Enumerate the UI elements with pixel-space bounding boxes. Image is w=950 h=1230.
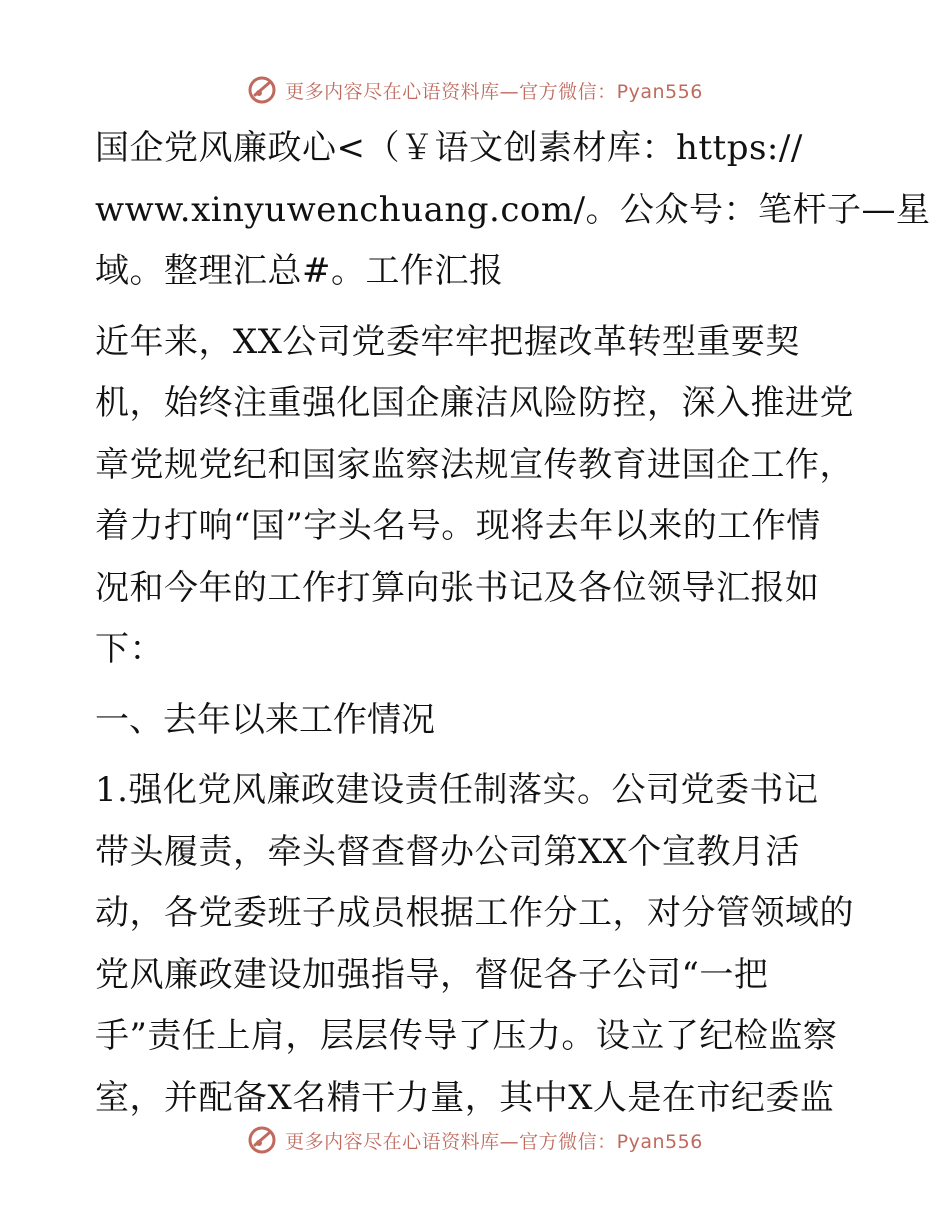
brush-seal-icon — [247, 1125, 277, 1155]
text-line: 1.强化党风廉政建设责任制落实。公司党委书记 — [95, 770, 819, 810]
watermark-text: 更多内容尽在心语资料库—官方微信：Pyan556 — [285, 1130, 703, 1153]
brush-seal-icon — [247, 75, 277, 105]
text-line: 况和今年的工作打算向张书记及各位领导汇报如 — [95, 567, 820, 608]
text-line: 机，始终注重强化国企廉洁风险防控，深入推进党 — [95, 383, 854, 423]
text-line: 近年来，XX公司党委牢牢把握改革转型重要契 — [95, 321, 800, 362]
watermark-text: 更多内容尽在心语资料库—官方微信：Pyan556 — [285, 80, 703, 103]
text-line: www.xinyuwenchuang.com/。公众号：笔杆子—星 — [95, 189, 931, 230]
text-line: 室，并配备X名精干力量，其中X人是在市纪委监 — [95, 1077, 835, 1118]
title-paragraph — [95, 118, 931, 303]
text-line: 下： — [95, 629, 164, 669]
text-line: 党风廉政建设加强指导，督促各子公司“一把 — [95, 954, 769, 995]
document-body — [95, 118, 931, 1138]
text-line: 域。整理汇总#。工作汇报 — [95, 251, 504, 291]
text-line: 带头履责，牵头督查督办公司第XX个宣教月活 — [95, 831, 800, 872]
section-heading: 一、去年以来工作情况 — [95, 699, 435, 740]
text-line: 章党规党纪和国家监察法规宣传教育进国企工作， — [95, 444, 854, 485]
text-line: 着力打响“国”字头名号。现将去年以来的工作情 — [95, 506, 821, 546]
watermark-header — [0, 70, 950, 110]
item1-paragraph — [95, 760, 855, 1129]
text-line: 动，各党委班子成员根据工作分工，对分管领域的 — [95, 893, 854, 933]
text-line: 国企党风廉政心<（￥语文创素材库：https:// — [95, 128, 803, 168]
text-line: 手”责任上肩，层层传导了压力。设立了纪检监察 — [95, 1016, 838, 1056]
intro-paragraph — [95, 312, 855, 681]
watermark-footer — [0, 1120, 950, 1160]
